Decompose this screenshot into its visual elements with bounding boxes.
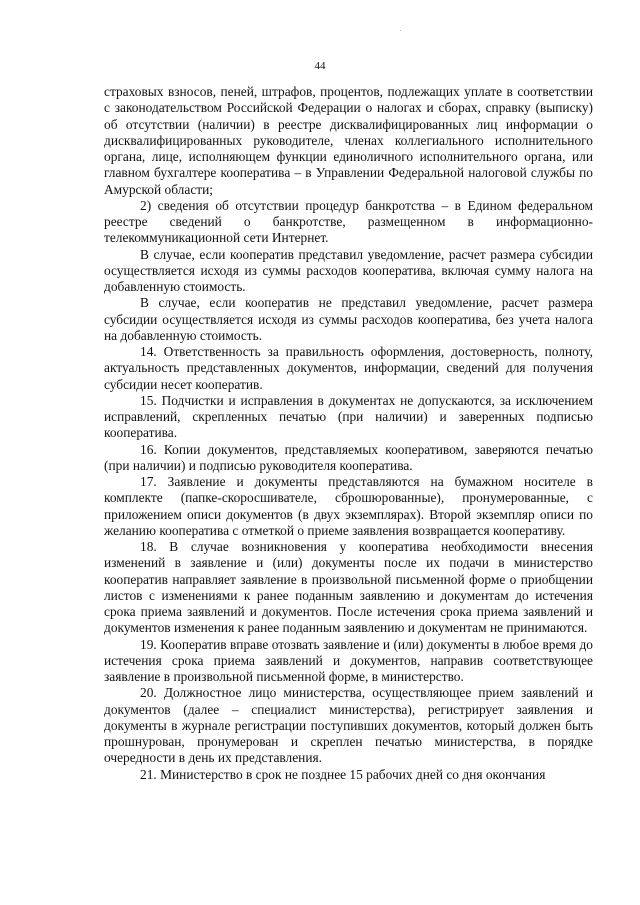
paragraph-continuation: страховых взносов, пеней, штрафов, процентов, подлежащих уплате в соответствии с законодательством Российской Федерации о налогах и сборах, справку (выписку) об отсутствии (наличии) в реестре дисквалифицированных лиц информации о дисквалифицированных руководителе, членах коллегиального исполнительного органа, лице, исполняющем функции единоличного исполнительного органа, или главном бухгалтере кооператива – в Управлении Федеральной налоговой службы по Амурской области; bbox=[104, 84, 593, 197]
paragraph-with-notice: В случае, если кооператив представил уведомление, расчет размера субсидии осуществляется исходя из суммы расходов кооператива, включая сумму налога на добавленную стоимость. bbox=[104, 246, 593, 294]
page-number: 44 bbox=[314, 60, 326, 72]
paragraph-item-16: 16. Копии документов, представляемых кооперативом, заверяются печатью (при наличии) и подписью руководителя кооператива. bbox=[104, 441, 593, 473]
paragraph-item-19: 19. Кооператив вправе отозвать заявление и (или) документы в любое время до истечения срока приема заявлений и документов, направив соответствующее заявление в произвольной письменной форме, в министерство. bbox=[104, 636, 593, 684]
paragraph-item-17: 17. Заявление и документы представляются на бумажном носителе в комплекте (папке-скоросшивателе, сброшюрованные), пронумерованные, с приложением описи документов (в двух экземплярах). Второй экземпляр описи по желанию кооператива с отметкой о приеме заявления возвращается кооперативу. bbox=[104, 474, 593, 538]
paragraph-without-notice: В случае, если кооператив не представил уведомление, расчет размера субсидии осуществляется исходя из суммы расходов кооператива, без учета налога на добавленную стоимость. bbox=[104, 295, 593, 343]
paragraph-item-20: 20. Должностное лицо министерства, осуществляющее прием заявлений и документов (далее – специалист министерства), регистрирует заявления и документы в журнале регистрации поступивших документов, который должен быть прошнурован, пронумерован и скреплен печатью министерства, в порядке очередности в день их представления. bbox=[104, 685, 593, 766]
paragraph-item-15: 15. Подчистки и исправления в документах не допускаются, за исключением исправлений, скрепленных печатью (при наличии) и заверенных подписью кооператива. bbox=[104, 392, 593, 441]
paragraph-item-21: 21. Министерство в срок не позднее 15 рабочих дней со дня окончания bbox=[140, 766, 546, 782]
scan-speck bbox=[400, 30, 401, 31]
paragraph-bankruptcy-info: 2) сведения об отсутствии процедур банкротства – в Едином федеральном реестре сведений о банкротстве, размещенном в информационно-телекоммуникационной сети Интернет. bbox=[104, 197, 593, 246]
document-body bbox=[104, 84, 593, 783]
paragraph-item-18: 18. В случае возникновения у кооператива необходимости внесения изменений в заявление и (или) документы после их подачи в министерство кооператив направляет заявление в произвольной письменной форме о приобщении листов с изменениями к ранее поданным заявлению и документам до истечения срока приема заявлений и документов. После истечения срока приема заявлений и документов изменения к ранее поданным заявлению и документам не принимаются. bbox=[104, 539, 593, 636]
paragraph-item-14: 14. Ответственность за правильность оформления, достоверность, полноту, актуальность представленных документов, информации, сведений для получения субсидии несет кооператив. bbox=[104, 344, 593, 392]
